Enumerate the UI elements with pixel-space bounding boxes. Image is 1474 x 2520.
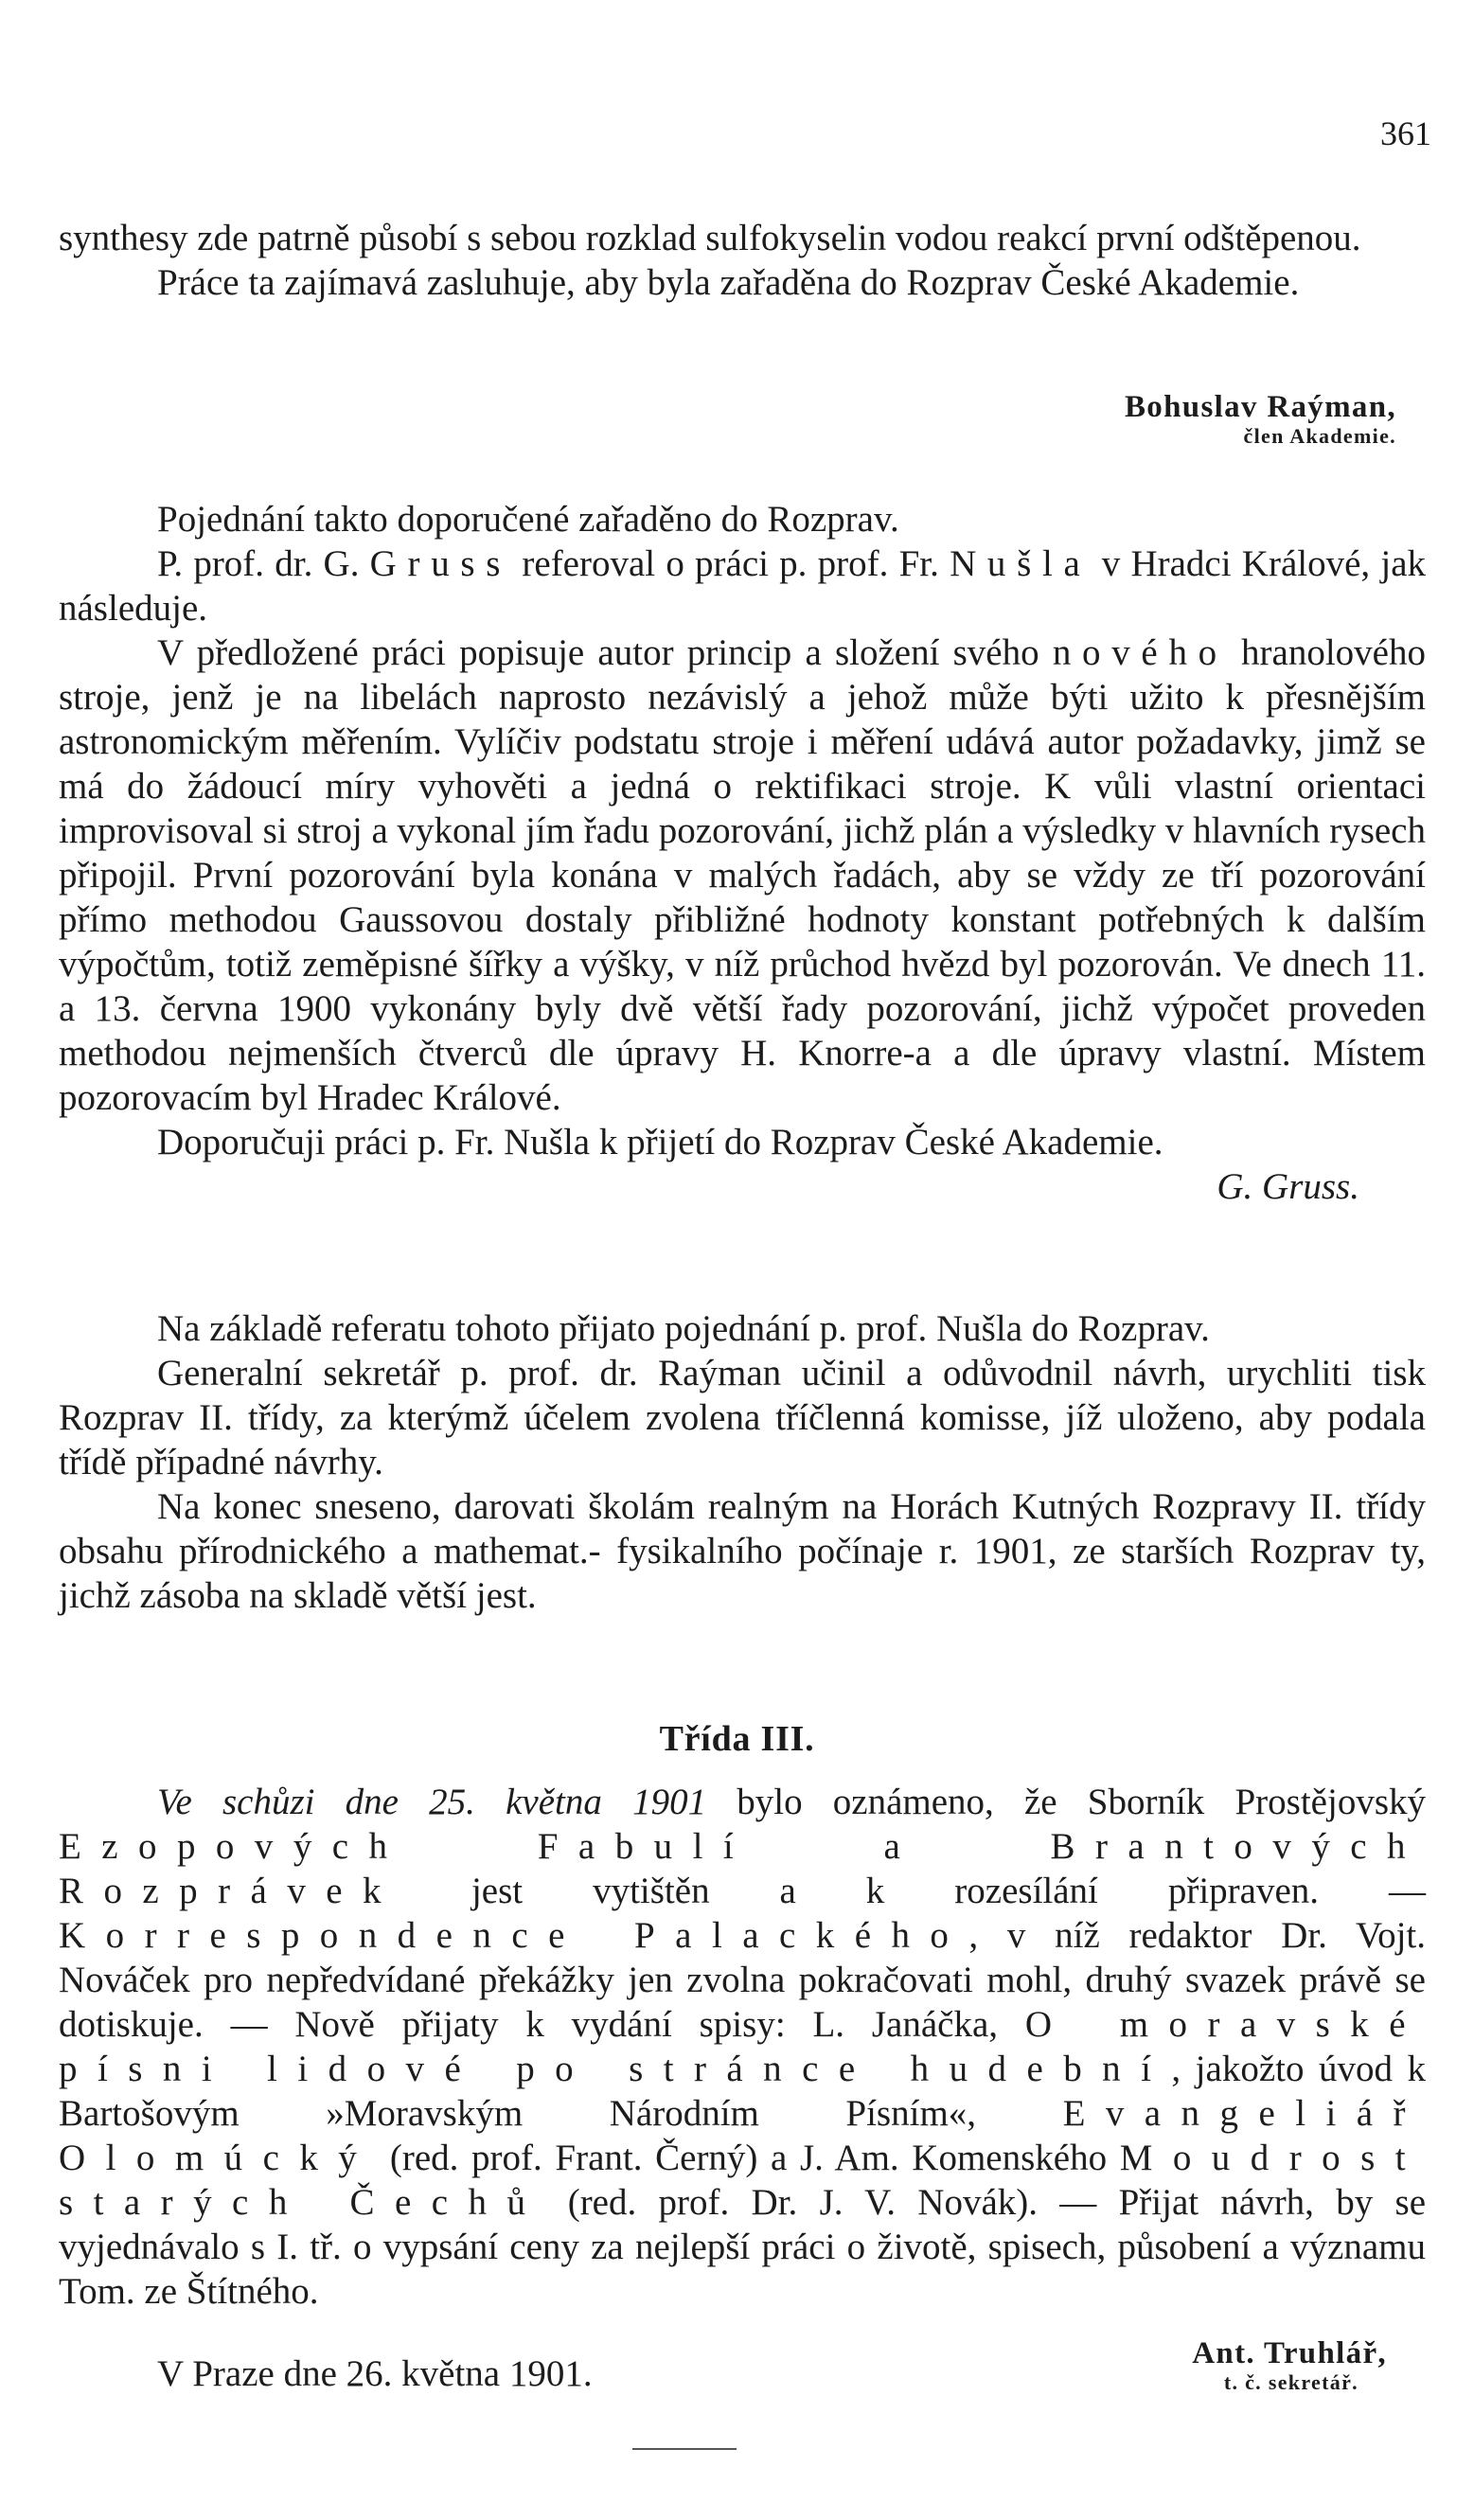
text-span: referoval o práci p. prof. Fr. xyxy=(511,543,950,584)
signature-rayman xyxy=(1125,390,1396,449)
page-number: 361 xyxy=(1380,115,1431,152)
meeting-date: Ve schůzi dne 25. května 1901 xyxy=(157,1782,707,1822)
spaced-title: Korrespondence Palackého xyxy=(59,1915,969,1956)
text-span: hranolového stroje, jenž je na libelách naprosto nezávislý a jehož může býti užito k přesnějším astronomickým měřením. Vylíčiv podstatu stroje i měření udává autor požadavky, jimž se má do žádoucí míry vyhověti a jedná o rektifikaci stroje. K vůli vlastní orientaci improvisoval si stroj a vykonal jím řadu pozorování, jichž plán a výsledky v hlavních rysech připojil. První pozorování byla konána v malých řadách, aby se vždy ze tří pozorování přímo methodou Gaussovou dostaly přibližné hodnoty konstant potřebných k dalším výpočtům, totiž zeměpisné šířky a výšky, v níž průchod hvězd byl pozorován. Ve dnech 11. a 13. června 1900 vykonány byly dvě větší řady pozorování, jichž výpočet proveden methodou nejmenších čtverců dle úpravy H. Knorre-a a dle úpravy vlastní. Místem pozorovacím byl Hradec Králové. xyxy=(59,632,1426,1118)
text-span: P. prof. dr. G. xyxy=(157,543,370,584)
spaced-title: Moudrost starých Čechů xyxy=(59,2138,1426,2223)
paragraph: Práce ta zajímavá zasluhuje, aby byla zařaděna do Rozprav České Akademie. xyxy=(157,262,1300,303)
signature-role: t. č. sekretář. xyxy=(1223,2370,1359,2394)
spaced-word: nového xyxy=(1052,632,1228,673)
text-span: bylo oznámeno, že Sborník Prostějovský xyxy=(706,1782,1427,1822)
spaced-name: Gruss xyxy=(369,543,512,584)
paragraph: Generalní sekretář p. prof. dr. Raýman učinil a odůvodnil návrh, urychliti tisk Rozprav II. třídy, za kterýmž účelem zvolena tříčlenná komisse, jíž uloženo, aby podala třídě případné návrhy. xyxy=(59,1353,1426,1482)
paragraph: synthesy zde patrně působí s sebou rozklad sulfokyselin vodou reakcí první odštěpenou. xyxy=(59,218,1361,258)
date-line: V Praze dne 26. května 1901. xyxy=(157,2353,593,2394)
signature-name: Bohuslav Raýman, xyxy=(1124,390,1396,424)
section-heading: Třída III. xyxy=(659,1719,815,1759)
spaced-title: O moravské písni lidové po stránce hudební xyxy=(59,2004,1426,2089)
paragraph xyxy=(59,630,1426,1120)
text-span: (red. prof. Frant. Černý) a J. Am. Komenského xyxy=(377,2138,1120,2178)
signature-name: Ant. Truhlář, xyxy=(1192,2336,1387,2370)
text-block-3 xyxy=(59,1306,1426,1618)
spaced-title: Ezopových Fabulí a Brantových Rozprávek xyxy=(59,1826,1426,1911)
paragraph: Na konec sneseno, darovati školám realným na Horách Kutných Rozpravy II. třídy obsahu přírodnického a mathemat.- fysikalního počínaje r. 1901, ze starších Rozprav ty, jichž zásoba na skladě větší jest. xyxy=(59,1486,1426,1616)
spaced-name: Nušla xyxy=(950,543,1092,584)
text-block-4 xyxy=(59,1780,1426,2396)
signature-gruss: G. Gruss. xyxy=(1216,1166,1359,1207)
paragraph: Na základě referatu tohoto přijato pojednání p. prof. Nušla do Rozprav. xyxy=(157,1308,1210,1349)
text-span: , v níž redaktor Dr. Vojt. Nováček pro nepředvídané překážky jen zvolna pokračovati mohl, druhý svazek právě se dotiskuje. — Nově přijaty k vydání spisy: L. Janáčka, xyxy=(59,1915,1427,2045)
paragraph: Pojednání takto doporučené zařaděno do Rozprav. xyxy=(157,499,899,540)
text-block-2 xyxy=(59,497,1426,1209)
signature-role: člen Akademie. xyxy=(1243,424,1396,448)
paragraph xyxy=(59,541,1426,630)
paragraph xyxy=(59,1780,1426,2314)
signature-truhlar xyxy=(1192,2336,1387,2395)
text-span: (red. prof. Dr. J. V. Novák). — Přijat návrh, by se vyjednávalo s I. tř. o vypsání ceny za nejlepší práci o životě, spisech, působení a významu Tom. ze Štítného. xyxy=(59,2182,1427,2312)
text-span: , jakožto úvod k Bartošovým »Moravským Národním Písním«, xyxy=(59,2049,1427,2134)
text-block-1 xyxy=(59,216,1426,305)
footer-divider xyxy=(632,2448,737,2450)
text-span: v Hradci Králové, jak následuje. xyxy=(59,543,1426,629)
text-span: V předložené práci popisuje autor princip a složení svého xyxy=(157,632,1053,673)
spaced-title: Evangeliář Olomúcký xyxy=(59,2093,1426,2178)
text-span: jest vytištěn a k rozesílání připraven. — xyxy=(400,1871,1426,1911)
paragraph: Doporučuji práci p. Fr. Nušla k přijetí do Rozprav České Akademie. xyxy=(157,1122,1163,1162)
